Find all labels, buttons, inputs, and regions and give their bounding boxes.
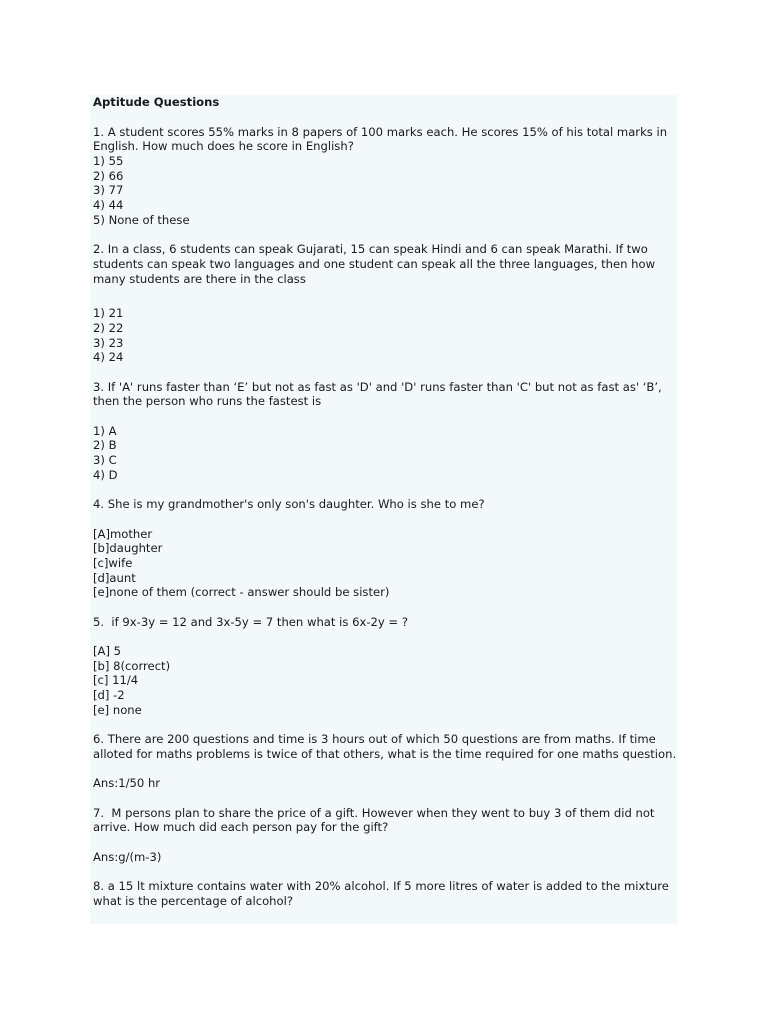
page-title: Aptitude Questions xyxy=(93,95,220,109)
question-3-option: 2) B xyxy=(93,438,117,453)
question-1-option: 2) 66 xyxy=(93,168,124,183)
spacer xyxy=(93,864,677,879)
question-1-option: 1) 55 xyxy=(93,154,124,169)
question-4-line-1: 4. She is my grandmother's only son's daughter. Who is she to me? xyxy=(93,497,485,512)
question-4-option: [b]daughter xyxy=(93,541,163,556)
question-1-line-2: English. How much does he score in English? xyxy=(93,139,354,154)
question-3-line-1: 3. If 'A' runs faster than ‘E’ but not as fast as 'D' and 'D' runs faster than 'C' but not as fast as' ‘B’, xyxy=(93,379,662,394)
spacer xyxy=(93,791,677,806)
question-4-option: [A]mother xyxy=(93,526,153,541)
spacer xyxy=(93,718,677,733)
question-7-line-2: arrive. How much did each person pay for the gift? xyxy=(93,820,389,835)
question-8-line-1: 8. a 15 lt mixture contains water with 20% alcohol. If 5 more litres of water is added to the mixture xyxy=(93,879,669,894)
question-8-line-2: what is the percentage of alcohol? xyxy=(93,893,293,908)
question-5-option: [A] 5 xyxy=(93,644,122,659)
spacer xyxy=(93,228,677,243)
question-6-line-2: alloted for maths problems is twice of that others, what is the time required for one maths question. xyxy=(93,746,677,761)
question-3-option: 4) D xyxy=(93,467,118,482)
question-2-line-3: many students are there in the class xyxy=(93,271,306,286)
question-7-answer: Ans:g/(m-3) xyxy=(93,849,162,864)
spacer xyxy=(93,110,677,125)
question-4-option: [e]none of them (correct - answer should be sister) xyxy=(93,585,390,600)
question-5-option: [b] 8(correct) xyxy=(93,658,171,673)
spacer xyxy=(93,365,677,380)
question-1-option: 4) 44 xyxy=(93,198,124,213)
spacer xyxy=(93,409,677,424)
question-5-option: [d] -2 xyxy=(93,688,125,703)
question-6-answer: Ans:1/50 hr xyxy=(93,776,161,791)
question-5-option: [c] 11/4 xyxy=(93,673,139,688)
spacer xyxy=(93,483,677,498)
document-page xyxy=(90,95,677,924)
question-5-option: [e] none xyxy=(93,702,142,717)
question-3-option: 3) C xyxy=(93,453,117,468)
spacer xyxy=(93,762,677,777)
question-7-line-1: 7. M persons plan to share the price of a gift. However when they went to buy 3 of them did not xyxy=(93,805,655,820)
question-2-option: 4) 24 xyxy=(93,350,124,365)
question-3-option: 1) A xyxy=(93,423,117,438)
question-1-option: 3) 77 xyxy=(93,183,124,198)
question-4-option: [d]aunt xyxy=(93,570,136,585)
spacer xyxy=(93,835,677,850)
spacer xyxy=(93,600,677,615)
question-1-option: 5) None of these xyxy=(93,212,190,227)
question-5-line-1: 5. if 9x-3y = 12 and 3x-5y = 7 then what is 6x-2y = ? xyxy=(93,614,408,629)
spacer xyxy=(93,629,677,644)
question-2-option: 2) 22 xyxy=(93,320,124,335)
question-2-option: 1) 21 xyxy=(93,306,124,321)
question-6-line-1: 6. There are 200 questions and time is 3 hours out of which 50 questions are from maths. If time xyxy=(93,732,656,747)
question-2-line-2: students can speak two languages and one student can speak all the three languages, then how xyxy=(93,256,656,271)
question-3-line-2: then the person who runs the fastest is xyxy=(93,394,322,409)
spacer xyxy=(93,512,677,527)
question-4-option: [c]wife xyxy=(93,555,133,570)
spacer xyxy=(93,286,677,306)
question-2-line-1: 2. In a class, 6 students can speak Gujarati, 15 can speak Hindi and 6 can speak Marathi. If two xyxy=(93,242,648,257)
question-1-line-1: 1. A student scores 55% marks in 8 papers of 100 marks each. He scores 15% of his total marks in xyxy=(93,124,668,139)
question-2-option: 3) 23 xyxy=(93,335,124,350)
